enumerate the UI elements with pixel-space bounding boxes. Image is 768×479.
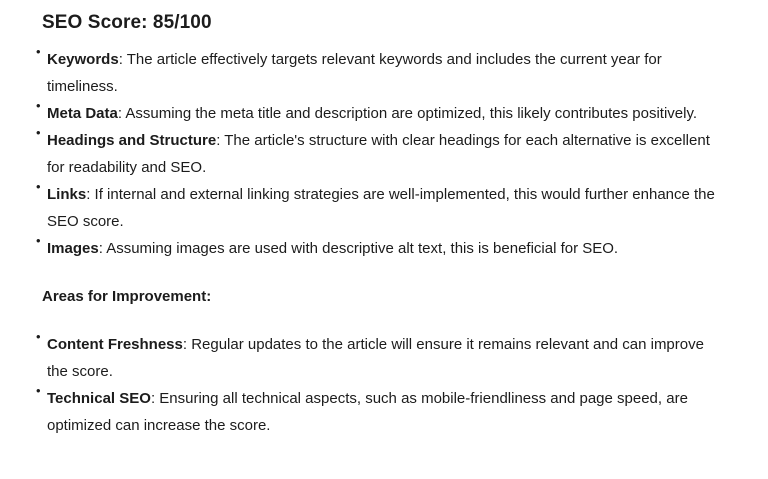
item-text: : The article effectively targets relevant keywords and includes the current year for timeliness. [47, 51, 662, 95]
item-label: Links [47, 186, 87, 203]
bullet-icon: • [36, 98, 41, 113]
item-label: Images [47, 240, 99, 257]
item-text: : Assuming images are used with descriptive alt text, this is beneficial for SEO. [98, 240, 619, 257]
list-item [36, 329, 716, 385]
list-item [36, 179, 716, 235]
list-item [36, 98, 716, 127]
item-text: : Assuming the meta title and description are optimized, this likely contributes positively. [117, 105, 698, 122]
page-title: SEO Score: 85/100 [42, 12, 212, 33]
bullet-icon: • [36, 125, 41, 140]
seo-improvements-list [36, 329, 716, 439]
bullet-icon: • [36, 329, 41, 344]
item-label: Headings and Structure [47, 132, 217, 149]
item-label: Content Freshness [47, 336, 183, 353]
bullet-icon: • [36, 383, 41, 398]
list-item [36, 233, 716, 262]
item-label: Meta Data [47, 105, 118, 122]
list-item [36, 44, 716, 100]
item-text: : Ensuring all technical aspects, such as mobile-friendliness and page speed, are optimized can increase the score. [47, 390, 688, 434]
item-text: : If internal and external linking strategies are well-implemented, this would further enhance the SEO score. [47, 186, 715, 230]
item-label: Keywords [47, 51, 119, 68]
list-item [36, 383, 716, 439]
item-text: : The article's structure with clear headings for each alternative is excellent for readability and SEO. [47, 132, 710, 176]
item-label: Technical SEO [47, 390, 151, 407]
bullet-icon: • [36, 44, 41, 59]
list-item [36, 125, 716, 181]
seo-strengths-list [36, 44, 716, 262]
improvement-section-heading: Areas for Improvement: [42, 288, 212, 305]
bullet-icon: • [36, 179, 41, 194]
item-text: : Regular updates to the article will ensure it remains relevant and can improve the score. [47, 336, 704, 380]
bullet-icon: • [36, 233, 41, 248]
